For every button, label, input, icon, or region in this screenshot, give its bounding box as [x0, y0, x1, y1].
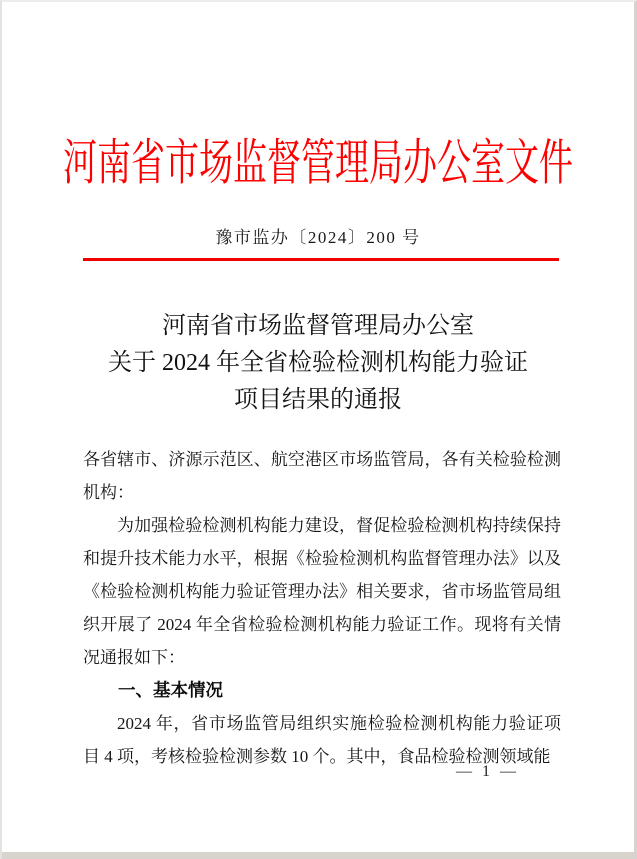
document-title [2, 308, 634, 419]
document-number: 豫市监办〔2024〕200 号 [215, 228, 421, 247]
salutation: 各省辖市、济源示范区、航空港区市场监管局，各有关检验检测机构： [83, 450, 561, 502]
paragraph-basic-situation: 2024 年，省市场监管局组织实施检验检测机构能力验证项目 4 项，考核检验检测参数 10 个。其中，食品检验检测领域能 [83, 714, 561, 766]
document-title-line-2: 关于 2024 年全省检验检测机构能力验证 [108, 350, 528, 376]
paragraph-intro: 为加强检验检测机构能力建设，督促检验检测机构持续保持和提升技术能力水平，根据《检验检测机构监督管理办法》以及《检验检测机构能力验证管理办法》相关要求，省市场监管局组织开展了 2024 年全省检验检测机构能力验证工作。现将有关情况通报如下： [83, 516, 561, 667]
section-heading-basic-situation: 一、基本情况 [118, 680, 223, 700]
page-number: — 1 — [456, 763, 519, 780]
document-title-line-3: 项目结果的通报 [234, 387, 402, 413]
document-body [83, 443, 561, 773]
scan-bottom-edge [2, 852, 634, 859]
document-title-line-1: 河南省市场监督管理局办公室 [162, 313, 474, 339]
document-header-title: 河南省市场监督管理局办公室文件 [63, 137, 573, 192]
red-divider-line [83, 258, 559, 261]
